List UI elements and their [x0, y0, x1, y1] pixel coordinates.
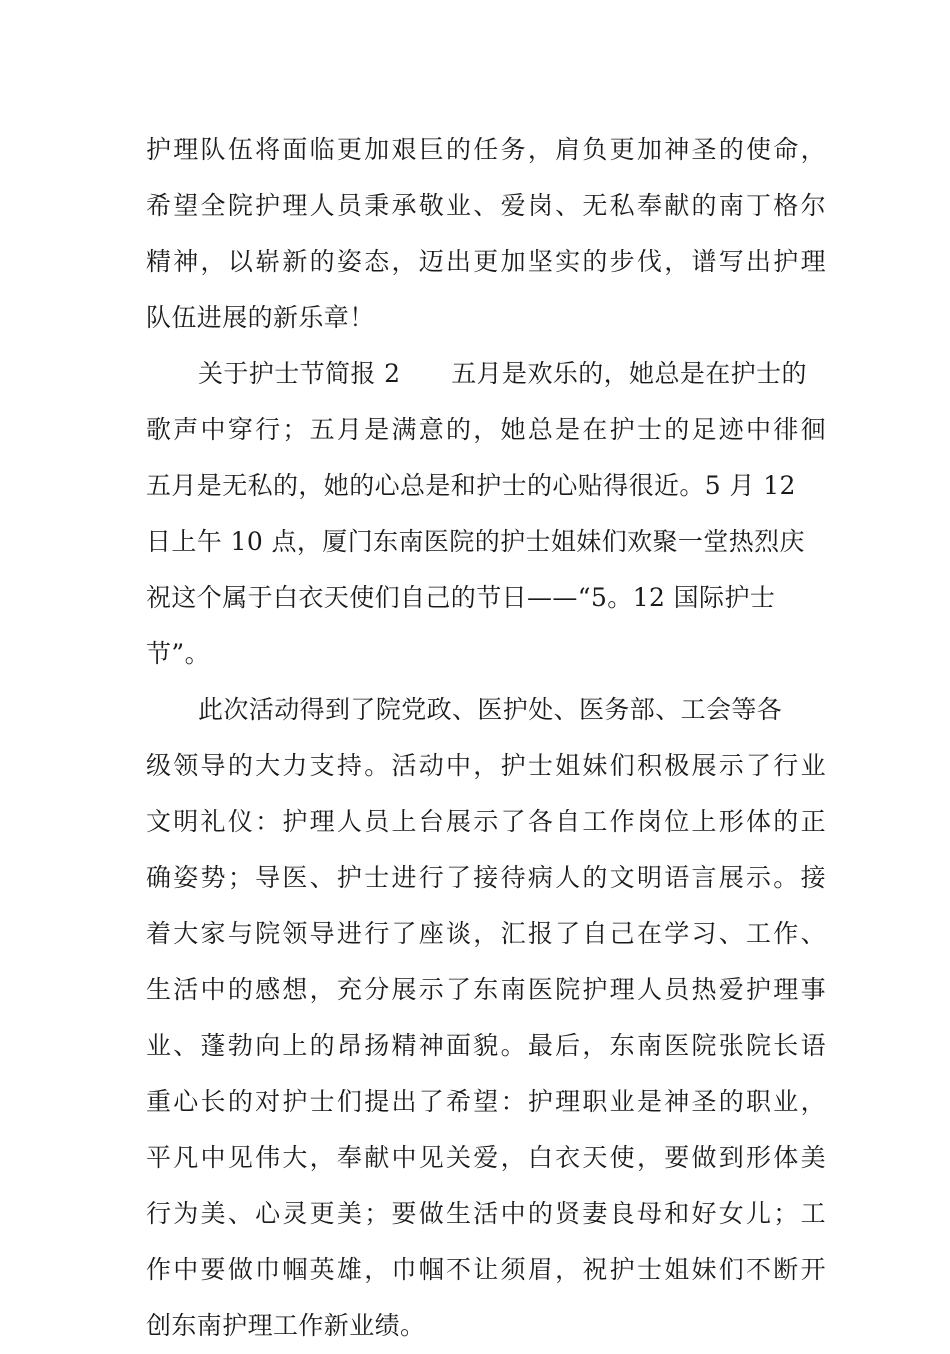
paragraph-3 — [146, 682, 826, 1354]
text-line: 平凡中见伟大，奉献中见关爱，白衣天使，要做到形体美 — [146, 1143, 826, 1172]
text-line: 队伍进展的新乐章！ — [146, 303, 375, 332]
text-line: 关于护士节简报 2 五月是欢乐的，她总是在护士的 — [198, 359, 807, 388]
text-line: 文明礼仪：护理人员上台展示了各自工作岗位上形体的正 — [146, 807, 826, 836]
text-line: 五月是无私的，她的心总是和护士的心贴得很近。5 月 12 — [146, 471, 796, 500]
paragraph-1 — [146, 122, 826, 346]
text-line: 着大家与院领导进行了座谈，汇报了自己在学习、工作、 — [146, 919, 826, 948]
text-line: 重心长的对护士们提出了希望：护理职业是神圣的职业， — [146, 1087, 826, 1116]
text-line: 歌声中穿行；五月是满意的，她总是在护士的足迹中徘徊 — [146, 415, 826, 444]
paragraph-2 — [146, 346, 826, 682]
text-line: 生活中的感想，充分展示了东南医院护理人员热爱护理事 — [146, 975, 826, 1004]
text-line: 业、蓬勃向上的昂扬精神面貌。最后，东南医院张院长语 — [146, 1031, 826, 1060]
text-line: 创东南护理工作新业绩。 — [146, 1311, 426, 1340]
text-line: 祝这个属于白衣天使们自己的节日——“5。12 国际护士 — [146, 583, 776, 612]
text-line: 护理队伍将面临更加艰巨的任务，肩负更加神圣的使命， — [146, 135, 826, 164]
text-line: 此次活动得到了院党政、医护处、医务部、工会等各 — [198, 695, 783, 724]
text-line: 级领导的大力支持。活动中，护士姐妹们积极展示了行业 — [146, 751, 826, 780]
text-line: 日上午 10 点，厦门东南医院的护士姐妹们欢聚一堂热烈庆 — [146, 527, 805, 556]
text-line: 精神，以崭新的姿态，迈出更加坚实的步伐，谱写出护理 — [146, 247, 826, 276]
text-line: 希望全院护理人员秉承敬业、爱岗、无私奉献的南丁格尔 — [146, 191, 826, 220]
text-line: 节”。 — [146, 639, 210, 668]
body-text — [146, 122, 826, 1354]
text-line: 作中要做巾帼英雄，巾帼不让须眉，祝护士姐妹们不断开 — [146, 1255, 826, 1284]
text-line: 行为美、心灵更美；要做生活中的贤妻良母和好女儿；工 — [146, 1199, 826, 1228]
text-line: 确姿势；导医、护士进行了接待病人的文明语言展示。接 — [146, 863, 826, 892]
